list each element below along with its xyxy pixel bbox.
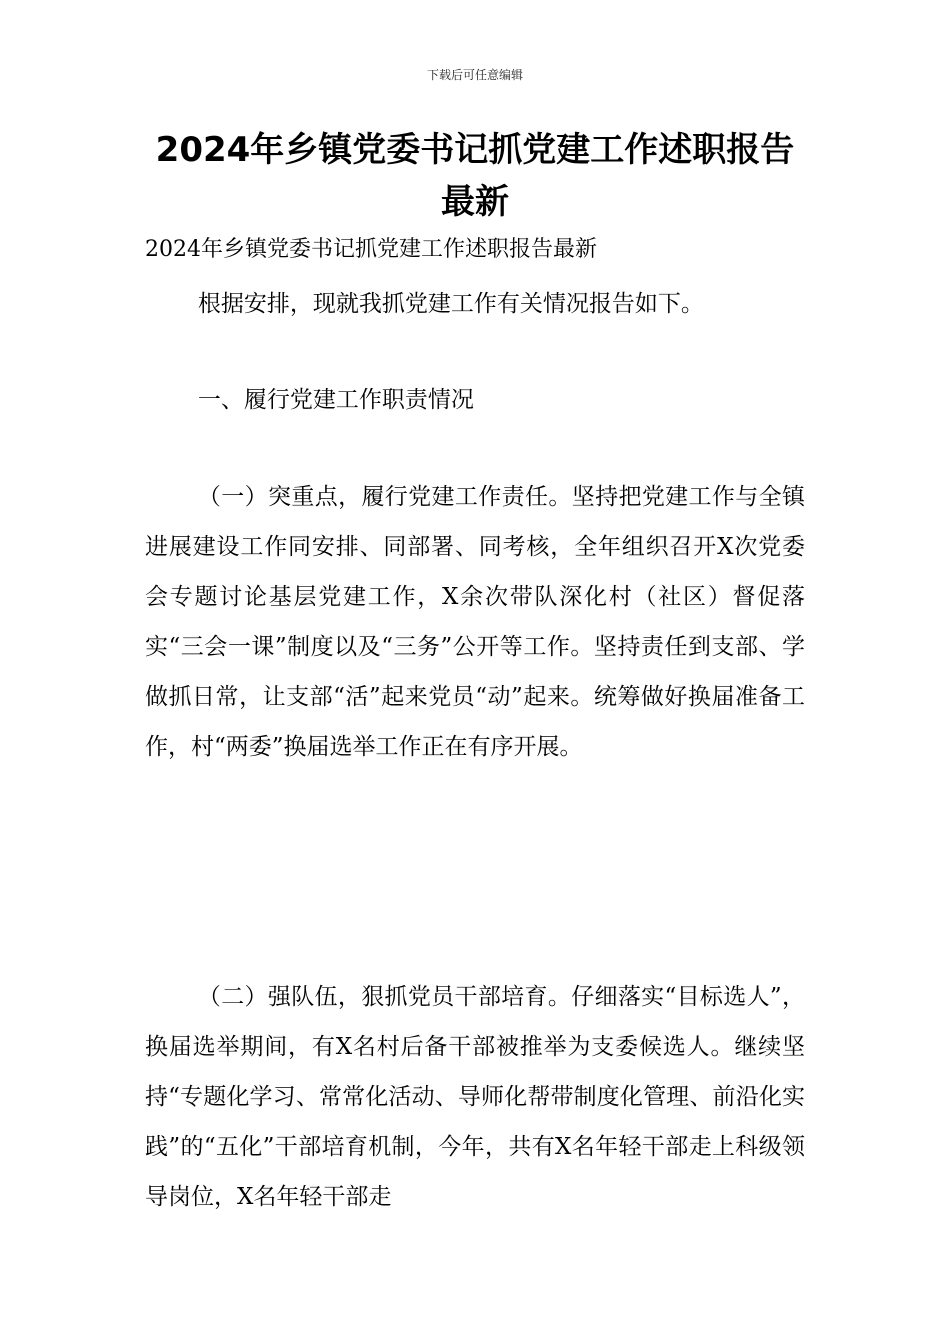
document-title: 2024年乡镇党委书记抓党建工作述职报告最新	[155, 130, 795, 222]
intro-paragraph: 根据安排，现就我抓党建工作有关情况报告如下。	[197, 291, 704, 317]
section-heading-1: 一、履行党建工作职责情况	[197, 387, 474, 413]
body-paragraph-2: （二）强队伍，狠抓党员干部培育。仔细落实“目标选人”，换届选举期间，有X名村后备干部被推举为支委候选人。继续坚持“专题化学习、常常化活动、导师化帮带制度化管理、前沿化实践”的“五化”干部培育机制，今年，共有X名年轻干部走上科级领导岗位，X名年轻干部走	[145, 984, 805, 1210]
header-note: 下载后可任意编辑	[426, 68, 523, 82]
document-subtitle: 2024年乡镇党委书记抓党建工作述职报告最新	[145, 237, 597, 262]
body-paragraph-1: （一）突重点，履行党建工作责任。坚持把党建工作与全镇进展建设工作同安排、同部署、同考核，全年组织召开X次党委会专题讨论基层党建工作，X余次带队深化村（社区）督促落实“三会一课”制度以及“三务”公开等工作。坚持责任到支部、学做抓日常，让支部“活”起来党员“动”起来。统筹做好换届准备工作，村“两委”换届选举工作正在有序开展。	[145, 484, 805, 760]
